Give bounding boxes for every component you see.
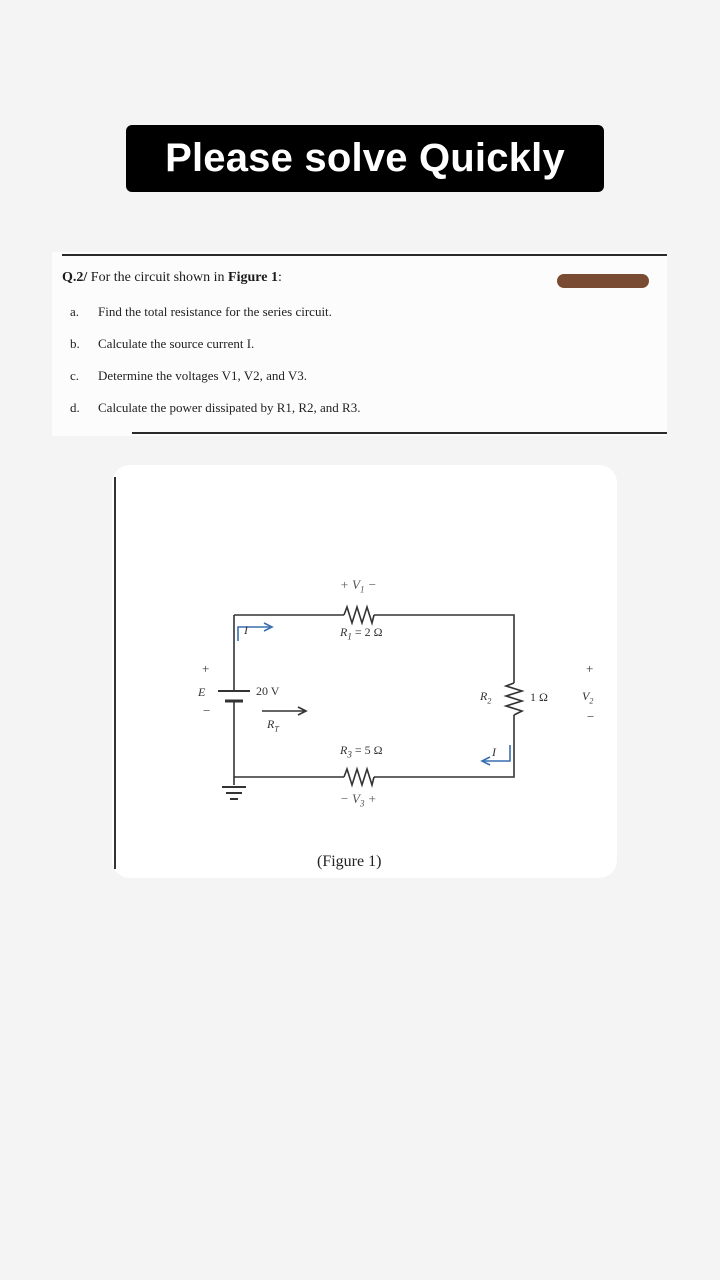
current-label-top: I <box>244 623 248 637</box>
question-prompt: For the circuit shown in <box>90 270 225 285</box>
redaction-mark <box>557 274 649 288</box>
question-item-c: c. Determine the voltages V1, V2, and V3. <box>70 368 308 383</box>
title-banner <box>126 125 604 192</box>
figure-card <box>112 465 617 878</box>
wire-top-right <box>374 615 514 683</box>
r2-label: $R_2$ <box>480 689 492 706</box>
current-arrow-top <box>238 627 270 641</box>
wire-bottom-left <box>234 701 344 777</box>
circuit-diagram <box>112 465 617 878</box>
r3-label: $R_3 = 5$ Ω <box>340 743 383 760</box>
banner-text: Please solve Quickly <box>165 136 565 180</box>
v2-label: $V_2$ <box>582 689 594 706</box>
source-plus: + <box>202 661 210 676</box>
source-minus: − <box>203 703 211 718</box>
question-number: Q.2/ <box>62 270 88 285</box>
resistor-r1 <box>344 607 374 623</box>
current-label-right: I <box>492 745 496 759</box>
question-panel <box>52 252 667 436</box>
v1-label: + $V_1$ − <box>340 577 377 595</box>
top-divider <box>62 254 667 256</box>
resistor-r3 <box>344 769 374 785</box>
figure-caption: (Figure 1) <box>317 853 382 870</box>
bottom-divider <box>132 432 667 434</box>
rt-label: $R_T$ <box>267 717 279 734</box>
question-item-a: a. Find the total resistance for the series circuit. <box>70 304 332 319</box>
source-value: 20 V <box>256 684 280 698</box>
source-label: E <box>198 685 206 699</box>
question-item-d: d. Calculate the power dissipated by R1, R2, and R3. <box>70 400 361 415</box>
r2-value: 1 Ω <box>530 690 548 704</box>
r1-label: $R_1 = 2$ Ω <box>340 625 383 642</box>
v2-plus: + <box>586 661 594 676</box>
question-header: Q.2/ For the circuit shown in Figure 1: <box>62 270 282 285</box>
figure-reference: Figure 1 <box>228 270 278 285</box>
resistor-r2 <box>506 683 522 715</box>
v3-label: − $V_3$ + <box>340 791 377 809</box>
question-item-b: b. Calculate the source current I. <box>70 336 255 351</box>
v2-minus: − <box>587 709 595 724</box>
